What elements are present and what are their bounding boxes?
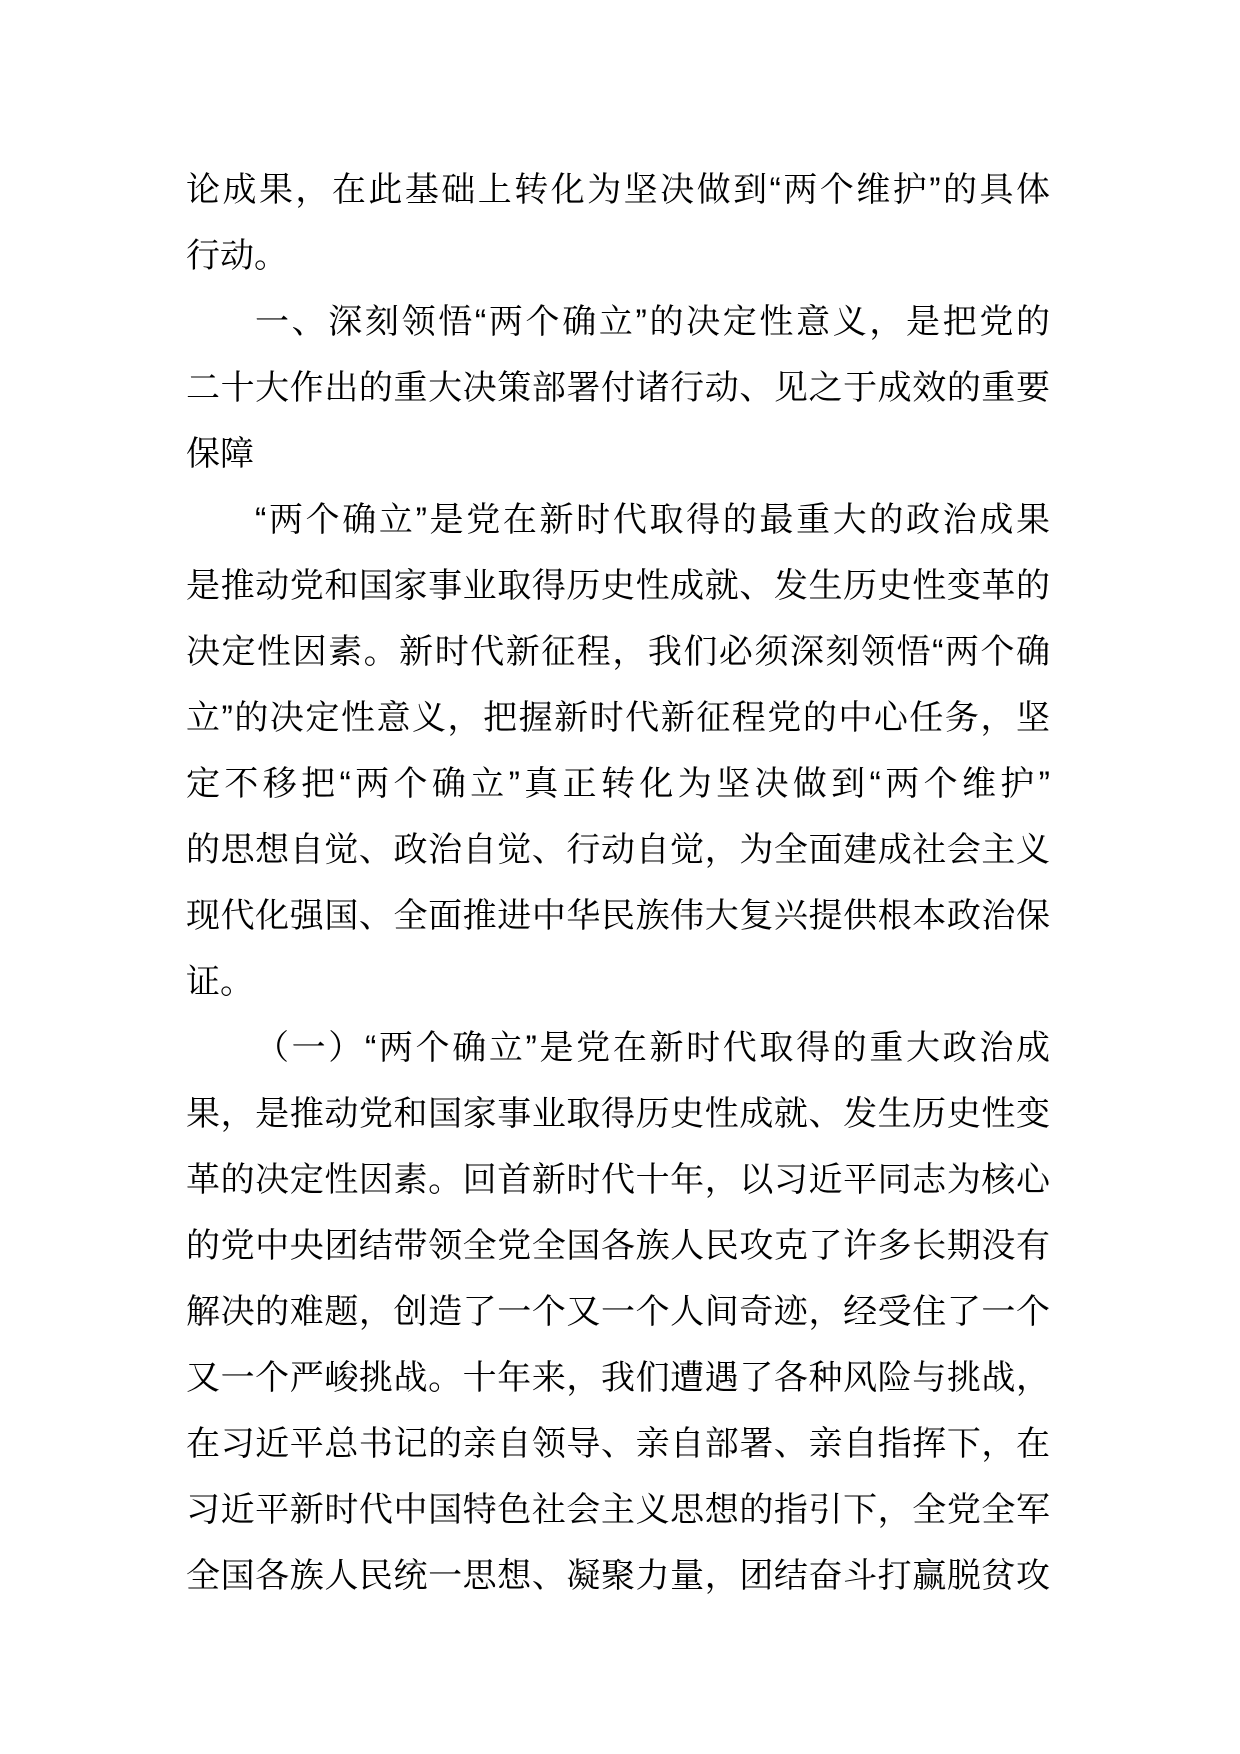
text-line: 决定性因素。新时代新征程，我们必须深刻领悟“两个确 (186, 633, 1050, 671)
text-line: （一）“两个确立”是党在新时代取得的重大政治成 (255, 1029, 1050, 1067)
text-line: 习近平新时代中国特色社会主义思想的指引下，全党全军 (186, 1491, 1050, 1529)
text-line: 解决的难题，创造了一个又一个人间奇迹，经受住了一个 (186, 1293, 1050, 1331)
text-line: 全国各族人民统一思想、凝聚力量，团结奋斗打赢脱贫攻 (186, 1557, 1050, 1595)
text-line: 立”的决定性意义，把握新时代新征程党的中心任务，坚 (186, 699, 1050, 737)
text-line: 行动。 (186, 237, 288, 275)
text-line: 是推动党和国家事业取得历史性成就、发生历史性变革的 (186, 567, 1050, 605)
text-line: 的党中央团结带领全党全国各族人民攻克了许多长期没有 (186, 1227, 1050, 1265)
paragraph-body-continuation (186, 157, 1050, 289)
paragraph-body (186, 1015, 1050, 1609)
text-line: 证。 (186, 963, 254, 1001)
document-body (186, 157, 1050, 1609)
text-line: 革的决定性因素。回首新时代十年，以习近平同志为核心 (186, 1161, 1050, 1199)
text-line: 二十大作出的重大决策部署付诸行动、见之于成效的重要 (186, 369, 1050, 407)
text-line: 又一个严峻挑战。十年来，我们遭遇了各种风险与挑战， (186, 1359, 1050, 1397)
text-line: 在习近平总书记的亲自领导、亲自部署、亲自指挥下，在 (186, 1425, 1050, 1463)
text-line: 现代化强国、全面推进中华民族伟大复兴提供根本政治保 (186, 897, 1050, 935)
text-line: 保障 (186, 435, 254, 473)
paragraph-body (186, 487, 1050, 1015)
text-line: 一、深刻领悟“两个确立”的决定性意义，是把党的 (255, 303, 1050, 341)
text-line: 果，是推动党和国家事业取得历史性成就、发生历史性变 (186, 1095, 1050, 1133)
text-line: “两个确立”是党在新时代取得的最重大的政治成果 (255, 501, 1050, 539)
text-line: 论成果，在此基础上转化为坚决做到“两个维护”的具体 (186, 171, 1050, 209)
text-line: 的思想自觉、政治自觉、行动自觉，为全面建成社会主义 (186, 831, 1050, 869)
paragraph-section-heading (186, 289, 1050, 487)
text-line: 定不移把“两个确立”真正转化为坚决做到“两个维护” (186, 765, 1050, 803)
